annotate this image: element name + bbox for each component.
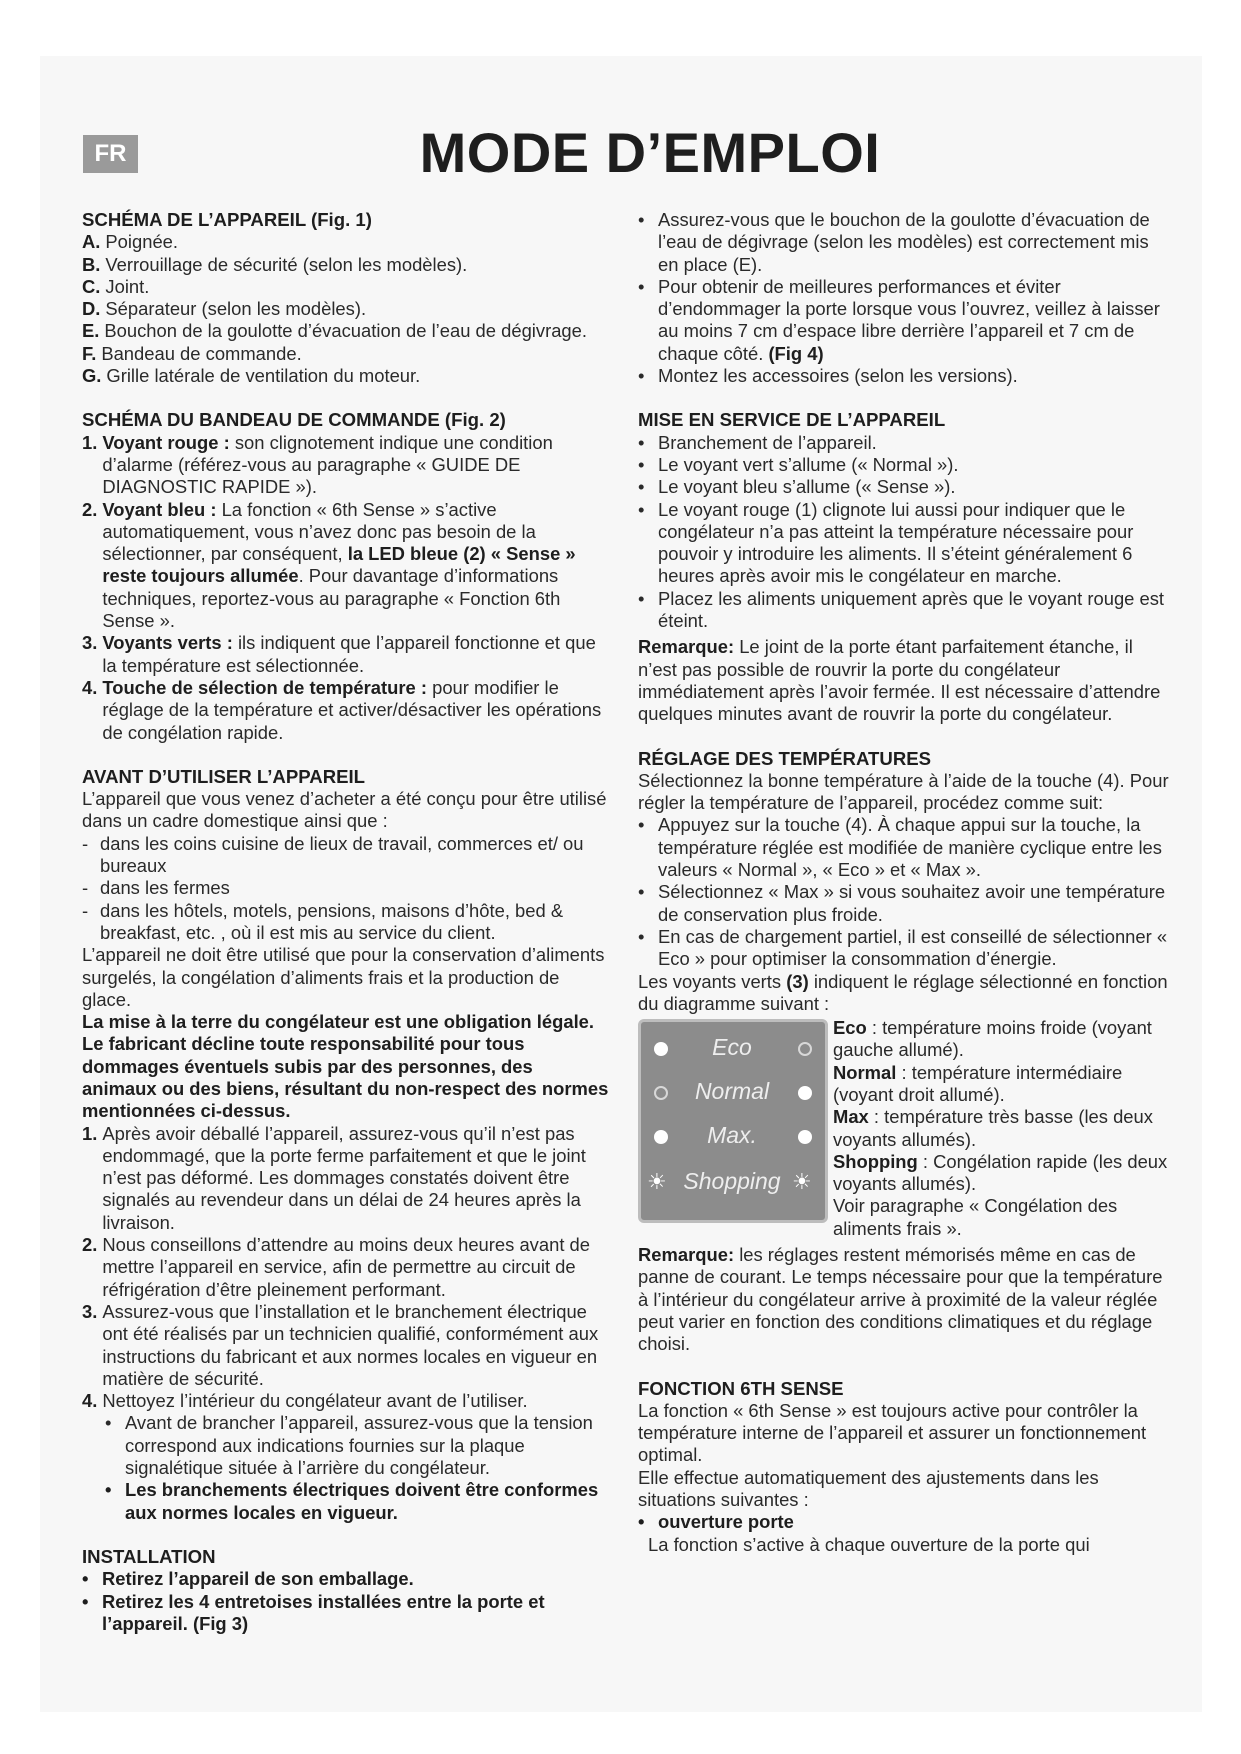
paragraph: La fonction s’active à chaque ouverture de la porte qui: [648, 1533, 1090, 1555]
section-title: RÉGLAGE DES TEMPÉRATURES: [638, 747, 932, 769]
list-item: • Le voyant vert s’allume (« Normal »).: [638, 453, 959, 475]
paragraph: L’appareil que vous venez d’acheter a été conçu pour être utilisé dans un cadre domestique ainsi que :: [82, 788, 607, 832]
section-title: SCHÉMA DU BANDEAU DE COMMANDE (Fig. 2): [82, 409, 506, 431]
paragraph: L’appareil ne doit être utilisé que pour la conservation d’aliments surgelés, la congélation d’aliments frais et la production de glace.: [82, 944, 605, 1010]
list-item: 1. Voyant rouge : son clignotement indique une condition d’alarme (référez-vous au paragraphe « GUIDE DE DIAGNOSTIC RAPIDE »).: [82, 431, 553, 498]
list-item: E. Bouchon de la goulotte d’évacuation de l’eau de dégivrage.: [82, 320, 588, 342]
section-mise-en-service: [638, 409, 1170, 725]
language-badge: FR: [83, 135, 138, 173]
sun-icon: ☀: [647, 1169, 667, 1195]
list-item: • Avant de brancher l’appareil, assurez-vous que la tension correspond aux indications fournies sur la plaque signalétique située à l’arrière du congélateur.: [105, 1412, 593, 1479]
led-on-icon: [654, 1130, 668, 1144]
section-reglage: [638, 748, 1170, 1356]
list-item: 2. Nous conseillons d’attendre au moins deux heures avant de mettre l’appareil en service, afin de permettre au circuit de réfrigération d’être pleinement performant.: [82, 1234, 591, 1300]
list-item: 3. Voyants verts : ils indiquent que l’appareil fonctionne et que la température est sélectionnée.: [82, 632, 596, 676]
list-item: - dans les fermes: [82, 877, 230, 899]
list-item: • Le voyant rouge (1) clignote lui aussi pour indiquer que le congélateur n’a pas atteint la température nécessaire pour pouvoir y introduire les aliments. Il s’éteint généralement 6 heures après avoir mis le congélateur en marche.: [638, 498, 1134, 587]
temperature-diagram: [638, 1017, 1170, 1240]
remark-paragraph: Remarque: Le joint de la porte étant parfaitement étanche, il n’est pas possible de rouvrir la porte du congélateur immédiatement après l’avoir fermée. Il est nécessaire d’attendre quelques minutes avant de rouvrir la porte du congélateur.: [638, 636, 1161, 725]
list-item: 4. Touche de sélection de température : pour modifier le réglage de la température et activer/désactiver les opérations de congélation rapide.: [82, 676, 602, 743]
led-on-icon: [654, 1042, 668, 1056]
list-item: C. Joint.: [82, 275, 150, 297]
list-item: • Assurez-vous que le bouchon de la goulotte d’évacuation de l’eau de dégivrage (selon les modèles) est correctement mis en place (E).: [638, 209, 1150, 275]
section-title: FONCTION 6TH SENSE: [638, 1377, 844, 1399]
legend-shopping: Shopping : Congélation rapide (les deux voyants allumés).: [833, 1150, 1168, 1195]
section-title: SCHÉMA DE L’APPAREIL (Fig. 1): [82, 209, 372, 230]
remark-paragraph: Remarque: les réglages restent mémorisés même en cas de panne de courant. Le temps nécessaire pour que la température à l’intérieur du congélateur arrive à proximité de la valeur réglée peut varier en fonction des conditions climatiques et du réglage choisi.: [638, 1244, 1163, 1355]
list-item: D. Séparateur (selon les modèles).: [82, 298, 367, 320]
sun-icon: ☀: [792, 1169, 812, 1195]
section-top-bullets: [638, 209, 1170, 387]
list-item: • Pour obtenir de meilleures performances et éviter d’endommager la porte lorsque vous l’ouvrez, veillez à laisser au moins 7 cm d’espace libre derrière l’appareil et 7 cm de chaque côté. (Fig 4): [638, 275, 1160, 364]
paragraph: Sélectionnez la bonne température à l’aide de la touche (4). Pour régler la température de l’appareil, procédez comme suit:: [638, 769, 1169, 814]
panel-label-normal: Normal: [694, 1078, 770, 1105]
list-item: G. Grille latérale de ventilation du moteur.: [82, 365, 421, 387]
list-item: A. Poignée.: [82, 231, 179, 253]
list-item: • Branchement de l’appareil.: [638, 431, 877, 453]
panel-row-shopping: [641, 1168, 825, 1198]
section-title: MISE EN SERVICE DE L’APPAREIL: [638, 409, 946, 431]
list-item: - dans les hôtels, motels, pensions, maisons d’hôte, bed & breakfast, etc. , où il est mis au service du client.: [82, 899, 564, 943]
panel-label-eco: Eco: [712, 1034, 752, 1061]
list-item: • En cas de chargement partiel, il est conseillé de sélectionner « Eco » pour optimiser la consommation d’énergie.: [638, 925, 1168, 970]
list-item: F. Bandeau de commande.: [82, 342, 302, 364]
list-item: • Retirez les 4 entretoises installées entre la porte et l’appareil. (Fig 3): [82, 1590, 545, 1634]
right-column: [638, 209, 1170, 1578]
paragraph: Elle effectue automatiquement des ajustements dans les situations suivantes :: [638, 1466, 1099, 1511]
led-on-icon: [798, 1086, 812, 1100]
list-item: 2. Voyant bleu : La fonction « 6th Sense » s’active automatiquement, vous n’avez donc pas besoin de la sélectionner, par conséquent, la LED bleue (2) « Sense » reste toujours allumée. Pour davantage d’informations techniques, reportez-vous au paragraphe « Fonction 6th Sense ».: [82, 498, 576, 632]
list-item: • Les branchements électriques doivent être conformes aux normes locales en vigueur.: [105, 1479, 599, 1523]
control-panel-image: [638, 1019, 828, 1223]
legend-normal: Normal : température intermédiaire (voyant droit allumé).: [833, 1061, 1123, 1105]
legend-eco: Eco : température moins froide (voyant gauche allumé).: [833, 1017, 1152, 1061]
panel-row-normal: [641, 1078, 825, 1108]
section-6th-sense: [638, 1378, 1170, 1556]
list-item: 4. Nettoyez l’intérieur du congélateur avant de l’utiliser.: [82, 1390, 528, 1412]
list-item: B. Verrouillage de sécurité (selon les modèles).: [82, 253, 468, 275]
list-item: • ouverture porte: [638, 1511, 794, 1533]
list-item: 1. Après avoir déballé l’appareil, assurez-vous qu’il n’est pas endommagé, que la porte ferme parfaitement et que le joint n’est pas déformé. Les dommages constatés doivent être signalés au revendeur dans un délai de 24 heures après la livraison.: [82, 1122, 586, 1233]
list-item: • Sélectionnez « Max » si vous souhaitez avoir une température de conservation plus froide.: [638, 881, 1166, 925]
legend-voir: Voir paragraphe « Congélation des aliments frais ».: [833, 1195, 1118, 1239]
panel-label-shopping: Shopping: [683, 1168, 781, 1195]
warning-paragraph: La mise à la terre du congélateur est une obligation légale. Le fabricant décline toute responsabilité pour tous dommages éventuels subis par des personnes, des animaux ou des biens, résultant du non-respect des normes mentionnées ci-dessus.: [82, 1011, 609, 1122]
legend-max: Max : température très basse (les deux voyants allumés).: [833, 1106, 1153, 1150]
section-title: AVANT D’UTILISER L’APPAREIL: [82, 765, 366, 787]
left-column: [82, 209, 610, 1657]
panel-row-max: [641, 1122, 825, 1152]
led-on-icon: [798, 1130, 812, 1144]
panel-row-eco: [641, 1034, 825, 1064]
page-title: MODE D’EMPLOI: [419, 121, 881, 184]
paragraph: Les voyants verts (3) indiquent le réglage sélectionné en fonction du diagramme suivant :: [638, 970, 1168, 1014]
list-item: • Montez les accessoires (selon les versions).: [638, 365, 1018, 387]
section-avant: [82, 766, 610, 1524]
diagram-legend: [833, 1017, 1170, 1240]
section-title: INSTALLATION: [82, 1545, 216, 1567]
led-off-icon: [798, 1042, 812, 1056]
section-schema: [82, 209, 610, 387]
list-item: 3. Assurez-vous que l’installation et le branchement électrique ont été réalisés par un technicien qualifié, conformément aux instructions du fabricant et aux normes locales en vigueur en matière de sécurité.: [82, 1300, 599, 1389]
paragraph: La fonction « 6th Sense » est toujours active pour contrôler la température interne de l’appareil et assurer un fonctionnement optimal.: [638, 1399, 1147, 1466]
list-item: • Appuyez sur la touche (4). À chaque appui sur la touche, la température réglée est modifiée de manière cyclique entre les valeurs « Normal », « Eco » et « Max ».: [638, 814, 1162, 881]
section-bandeau: [82, 409, 610, 743]
list-item: - dans les coins cuisine de lieux de travail, commerces et/ ou bureaux: [82, 832, 584, 877]
panel-label-max: Max.: [707, 1122, 757, 1149]
list-item: • Retirez l’appareil de son emballage.: [82, 1568, 414, 1590]
led-off-icon: [654, 1086, 668, 1100]
section-installation: [82, 1546, 610, 1635]
list-item: • Placez les aliments uniquement après que le voyant rouge est éteint.: [638, 587, 1165, 632]
list-item: • Le voyant bleu s’allume (« Sense »).: [638, 476, 956, 498]
